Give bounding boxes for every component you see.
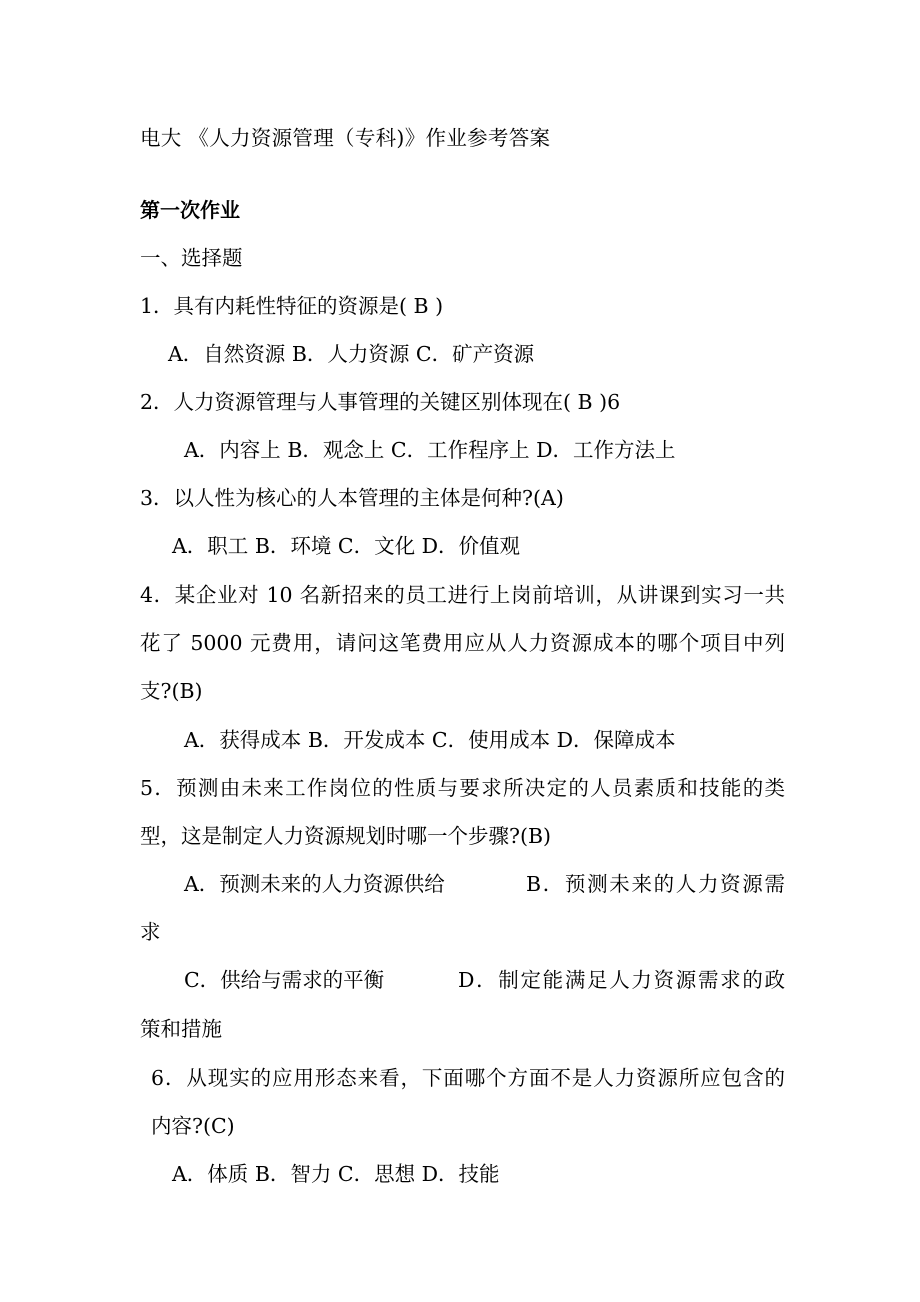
question-4-stem-line-2: 花了 5000 元费用，请问这笔费用应从人力资源成本的哪个项目中列 <box>140 631 785 655</box>
question-4-stem-line-3: 支?(B) <box>140 679 203 703</box>
question-6-options: A．体质 B．智力 C．思想 D．技能 <box>172 1162 500 1186</box>
assignment-heading: 第一次作业 <box>140 198 240 222</box>
question-5-option-d: D．制定能满足人力资源需求的政 <box>458 968 785 992</box>
question-1-stem: 1．具有内耗性特征的资源是( B ) <box>140 294 444 318</box>
question-5-option-b: B．预测未来的人力资源需 <box>526 872 785 896</box>
section-heading: 一、选择题 <box>140 246 243 270</box>
question-5-option-c: C．供给与需求的平衡 <box>184 968 385 992</box>
question-5-option-b-continued: 求 <box>140 920 161 944</box>
question-5-option-d-continued: 策和措施 <box>140 1017 222 1041</box>
question-4-options: A．获得成本 B．开发成本 C．使用成本 D．保障成本 <box>184 728 676 752</box>
question-5-option-a: A．预测未来的人力资源供给 <box>184 872 445 896</box>
question-2-options: A．内容上 B．观念上 C．工作程序上 D．工作方法上 <box>184 438 676 462</box>
question-6-stem-line-1: 6．从现实的应用形态来看，下面哪个方面不是人力资源所应包含的 <box>151 1066 785 1090</box>
question-3-stem: 3．以人性为核心的人本管理的主体是何种?(A) <box>140 486 564 510</box>
document-title: 电大 《人力资源管理（专科)》作业参考答案 <box>140 126 551 150</box>
question-4-stem-line-1: 4．某企业对 10 名新招来的员工进行上岗前培训，从讲课到实习一共 <box>140 583 785 607</box>
question-2-stem: 2．人力资源管理与人事管理的关键区别体现在( B )6 <box>140 390 621 414</box>
question-5-stem-line-2: 型，这是制定人力资源规划时哪一个步骤?(B) <box>140 824 552 848</box>
question-5-stem-line-1: 5．预测由未来工作岗位的性质与要求所决定的人员素质和技能的类 <box>140 776 785 800</box>
question-1-options: A．自然资源 B．人力资源 C．矿产资源 <box>168 342 535 366</box>
question-6-stem-line-2: 内容?(C) <box>151 1114 235 1138</box>
question-3-options: A．职工 B．环境 C．文化 D．价值观 <box>172 534 521 558</box>
